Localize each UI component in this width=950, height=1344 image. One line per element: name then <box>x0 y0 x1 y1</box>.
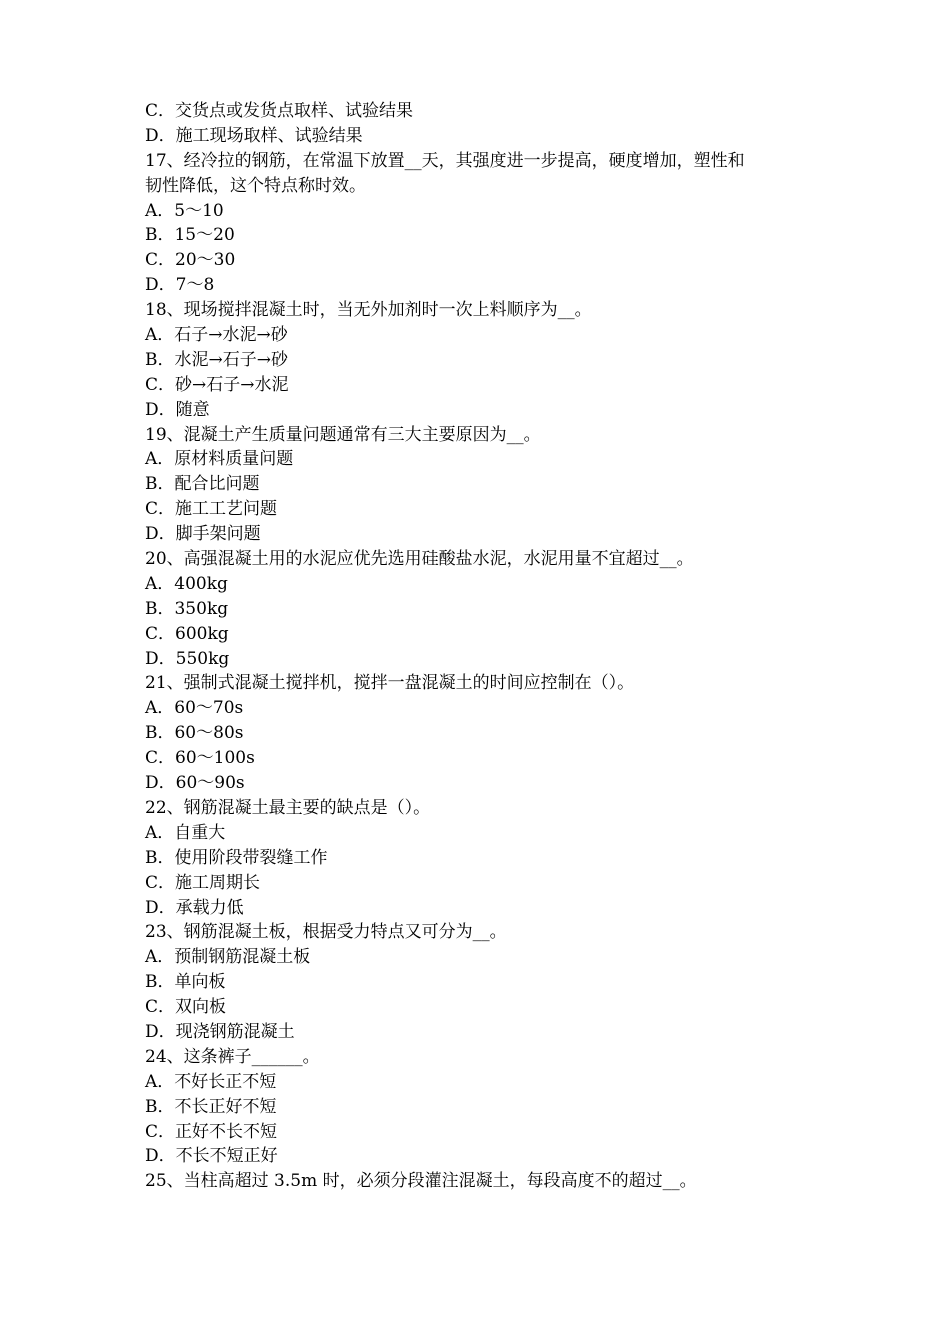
question-20-stem: 20、高强混凝土用的水泥应优先选用硅酸盐水泥，水泥用量不宜超过__。 <box>145 549 694 570</box>
option-line: A．自重大 <box>145 822 226 843</box>
option-line: B．15～20 <box>145 225 235 246</box>
option-line: C．正好不长不短 <box>145 1121 278 1142</box>
option-line: A．预制钢筋混凝土板 <box>145 947 311 968</box>
option-line: C．600kg <box>145 623 229 644</box>
option-line: D．7～8 <box>145 275 215 296</box>
question-18-stem: 18、现场搅拌混凝土时，当无外加剂时一次上料顺序为__。 <box>145 300 592 321</box>
option-line: C．双向板 <box>145 997 227 1018</box>
option-line: B．不长正好不短 <box>145 1096 277 1117</box>
question-21-stem: 21、强制式混凝土搅拌机，搅拌一盘混凝土的时间应控制在（）。 <box>145 673 635 694</box>
option-line: D．550kg <box>145 648 230 669</box>
option-line: D．脚手架问题 <box>145 524 261 545</box>
option-line: C．60～100s <box>145 748 255 769</box>
option-line: B．60～80s <box>145 723 244 744</box>
option-line: D．60～90s <box>145 773 245 794</box>
option-line: A．5～10 <box>145 200 224 221</box>
option-line: D．随意 <box>145 399 210 420</box>
option-line: A．原材料质量问题 <box>145 449 294 470</box>
question-22-stem: 22、钢筋混凝土最主要的缺点是（）。 <box>145 797 431 818</box>
option-line: A．不好长正不短 <box>145 1071 277 1092</box>
option-line: B．配合比问题 <box>145 474 260 495</box>
question-19-stem: 19、混凝土产生质量问题通常有三大主要原因为__。 <box>145 424 541 445</box>
option-line: B．使用阶段带裂缝工作 <box>145 847 328 868</box>
option-line: D．施工现场取样、试验结果 <box>145 125 363 146</box>
question-23-stem: 23、钢筋混凝土板，根据受力特点又可分为__。 <box>145 922 507 943</box>
option-line: B．水泥→石子→砂 <box>145 349 288 370</box>
question-list <box>145 99 825 1194</box>
option-line: B．350kg <box>145 598 229 619</box>
option-line: D．现浇钢筋混凝土 <box>145 1021 295 1042</box>
option-line: D．承载力低 <box>145 897 244 918</box>
question-17-stem-cont: 韧性降低，这个特点称时效。 <box>145 175 366 196</box>
question-24-stem: 24、这条裤子______。 <box>145 1046 320 1067</box>
option-line: C．交货点或发货点取样、试验结果 <box>145 101 414 121</box>
option-line: A．石子→水泥→砂 <box>145 325 288 346</box>
option-line: A．60～70s <box>145 698 244 719</box>
option-line: A．400kg <box>145 573 228 594</box>
option-line: C．施工周期长 <box>145 872 261 893</box>
option-line: C．20～30 <box>145 250 236 271</box>
question-17-stem: 17、经冷拉的钢筋，在常温下放置__天，其强度进一步提高，硬度增加，塑性和 <box>145 150 745 171</box>
option-line: B．单向板 <box>145 972 226 993</box>
question-25-stem: 25、当柱高超过 3.5m 时，必须分段灌注混凝土，每段高度不的超过__。 <box>145 1171 697 1192</box>
option-line: C．施工工艺问题 <box>145 499 278 520</box>
option-line: C．砂→石子→水泥 <box>145 374 289 395</box>
option-line: D．不长不短正好 <box>145 1146 278 1167</box>
